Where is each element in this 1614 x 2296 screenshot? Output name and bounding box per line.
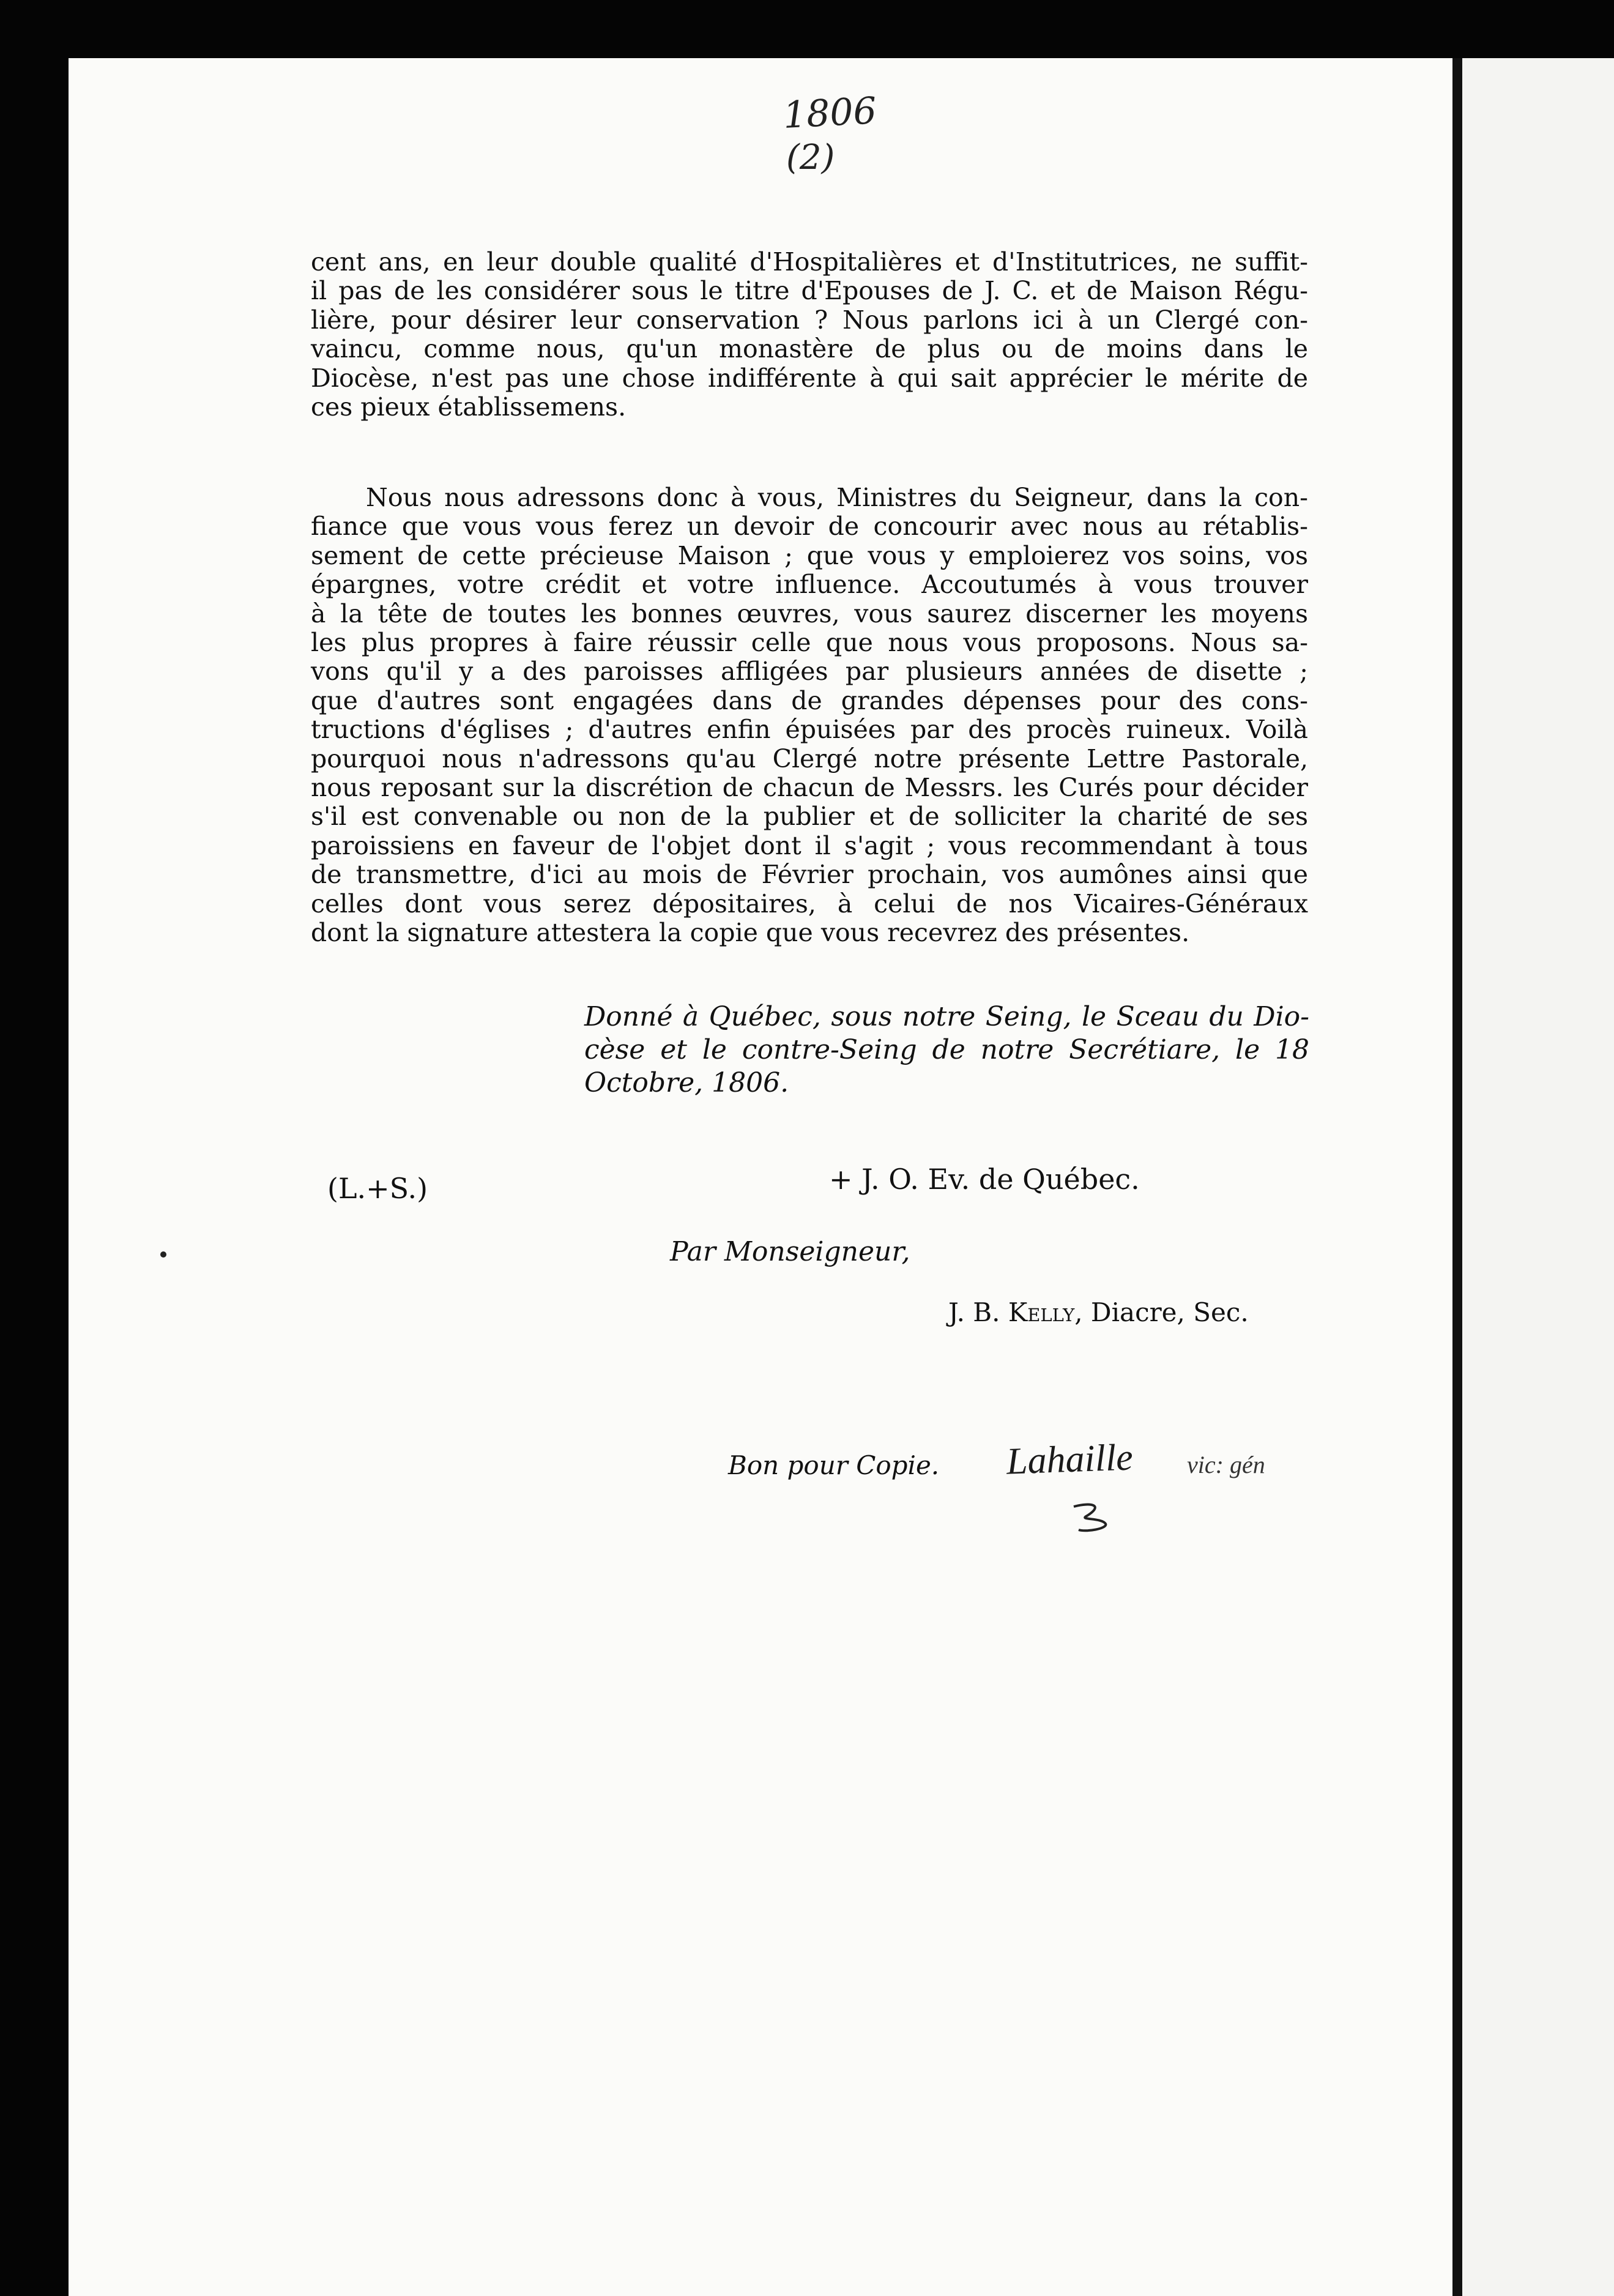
handwritten-title: vic: gén <box>1187 1451 1265 1478</box>
dated-line: cèse et le contre-Seing de notre Secrétiare, le 18 <box>584 1034 1309 1065</box>
dated-line: Donné à Québec, sous notre Seing, le Sceau du Dio- <box>584 1001 1309 1032</box>
page-gutter <box>1452 58 1462 2296</box>
text-line: tructions d'églises ; d'autres enfin épuisées par des procès ruineux. Voilà <box>311 715 1308 745</box>
secretary-signature <box>948 1297 1249 1327</box>
paragraph-1 <box>311 248 1308 422</box>
text-line: s'il est convenable ou non de la publier et de solliciter la charité de ses <box>311 802 1308 832</box>
secretary-name: Kelly <box>1008 1297 1075 1327</box>
text-line: nous reposant sur la discrétion de chacun de Messrs. les Curés pour décider <box>311 773 1308 803</box>
dated-clause <box>584 1001 1309 1100</box>
secretary-initials: J. B. <box>948 1297 1000 1327</box>
text-line: de transmettre, d'ici au mois de Février prochain, vos aumônes ainsi que <box>311 860 1308 890</box>
text-line: Nous nous adressons donc à vous, Ministres du Seigneur, dans la con- <box>366 483 1308 512</box>
paragraph-2 <box>311 483 1308 948</box>
text-line: lière, pour désirer leur conservation ? Nous parlons ici à un Clergé con- <box>311 305 1308 335</box>
text-line: fiance que vous vous ferez un devoir de concourir avec nous au rétablis- <box>311 512 1308 542</box>
text-line: sement de cette précieuse Maison ; que vous y emploierez vos soins, vos <box>311 540 1308 570</box>
text-line: pourquoi nous n'adressons qu'au Clergé notre présente Lettre Pastorale, <box>311 744 1308 773</box>
stray-mark <box>160 1251 166 1258</box>
signature-flourish-icon <box>1068 1499 1117 1536</box>
secretary-title: , Diacre, Sec. <box>1074 1297 1249 1327</box>
text-line: vons qu'il y a des paroisses affligées par plusieurs années de disette ; <box>311 657 1308 687</box>
handwritten-signature: Lahaille <box>1005 1436 1134 1483</box>
text-line: que d'autres sont engagées dans de grandes dépenses pour des cons- <box>311 685 1308 715</box>
text-line: Diocèse, n'est pas une chose indifférente à qui sait apprécier le mérite de <box>311 363 1308 393</box>
dated-line: Octobre, 1806. <box>584 1067 789 1098</box>
bishop-signature: + J. O. Ev. de Québec. <box>829 1163 1140 1196</box>
text-line: cent ans, en leur double qualité d'Hospitalières et d'Institutrices, ne suffit- <box>311 247 1308 277</box>
par-monseigneur: Par Monseigneur, <box>670 1236 910 1267</box>
seal-mark: (L.+S.) <box>327 1172 428 1205</box>
next-page-edge <box>1462 58 1614 2296</box>
text-line: épargnes, votre crédit et votre influence. Accoutumés à vous trouver <box>311 570 1308 600</box>
text-line: les plus propres à faire réussir celle que nous vous proposons. Nous sa- <box>311 628 1308 658</box>
text-line: vaincu, comme nous, qu'un monastère de plus ou de moins dans le <box>311 334 1308 364</box>
text-line: à la tête de toutes les bonnes œuvres, vous saurez discerner les moyens <box>311 598 1308 628</box>
archive-part-mark: (2) <box>786 138 835 177</box>
text-line: celles dont vous serez dépositaires, à celui de nos Vicaires-Généraux <box>311 889 1308 919</box>
archive-year-mark: 1806 <box>782 89 878 137</box>
text-line: ces pieux établissemens. <box>311 392 627 422</box>
text-line: dont la signature attestera la copie que vous recevrez des présentes. <box>311 918 1190 948</box>
text-line: paroissiens en faveur de l'objet dont il s'agit ; vous recommendant à tous <box>311 830 1308 860</box>
bon-pour-copie: Bon pour Copie. <box>728 1450 940 1480</box>
text-line: il pas de les considérer sous le titre d'Epouses de J. C. et de Maison Régu- <box>311 276 1308 306</box>
